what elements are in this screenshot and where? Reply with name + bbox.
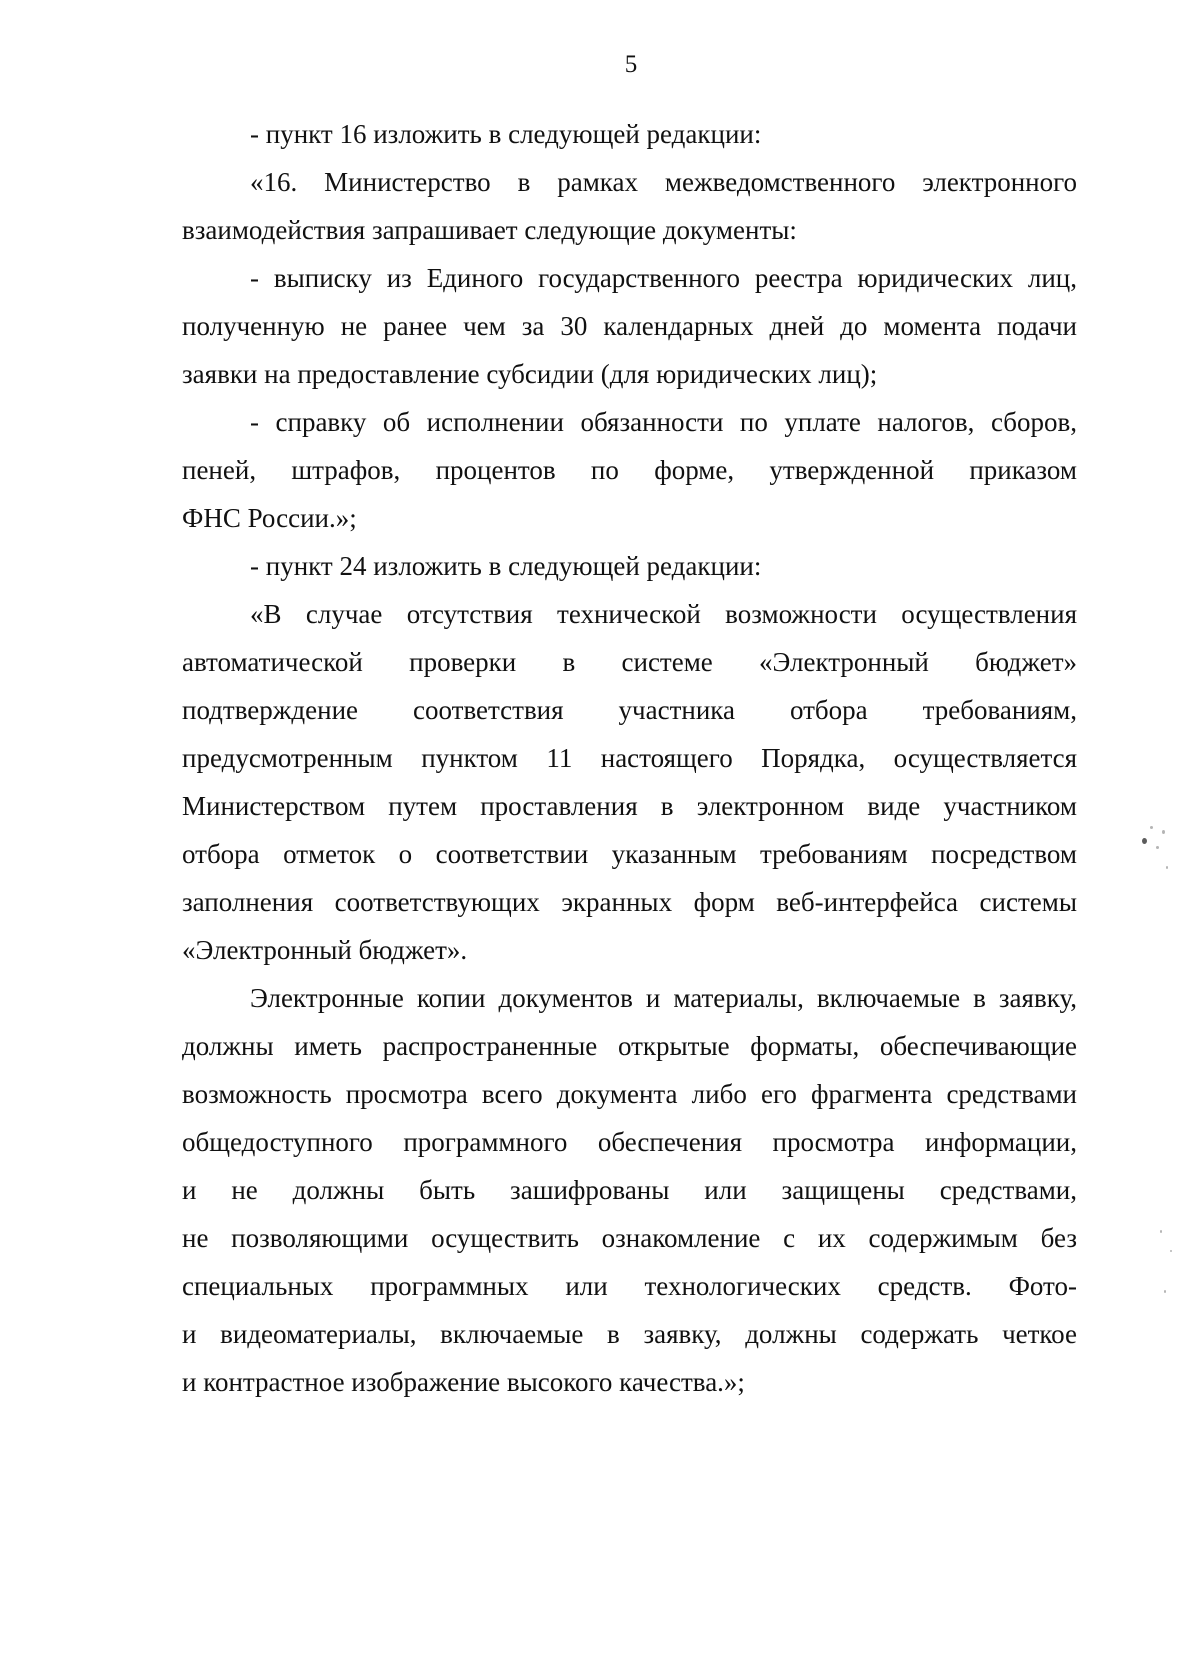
text-line: - пункт 24 изложить в следующей редакции: — [250, 551, 762, 581]
page-number: 5 — [624, 51, 638, 78]
text-line: полученную не ранее чем за 30 календарных дней до момента подачи — [182, 311, 1077, 341]
text-line: и контрастное изображение высокого качества.»; — [182, 1367, 745, 1397]
paragraph-egrul-extract — [182, 254, 1077, 398]
text-line: взаимодействия запрашивает следующие документы: — [182, 215, 797, 245]
text-line: отбора отметок о соответствии указанным требованиям посредством — [182, 839, 1077, 869]
text-line: и видеоматериалы, включаемые в заявку, должны содержать четкое — [182, 1319, 1077, 1349]
text-line: не позволяющими осуществить ознакомление с их содержимым без — [182, 1223, 1077, 1253]
text-line: пеней, штрафов, процентов по форме, утвержденной приказом — [182, 455, 1077, 485]
text-line: заполнения соответствующих экранных форм веб-интерфейса системы — [182, 887, 1077, 917]
text-line: заявки на предоставление субсидии (для юридических лиц); — [182, 359, 878, 389]
scan-artifact — [1170, 1250, 1172, 1252]
paragraph-amend-point-16 — [182, 110, 1077, 158]
text-line: общедоступного программного обеспечения просмотра информации, — [182, 1127, 1077, 1157]
text-line: предусмотренным пунктом 11 настоящего Порядка, осуществляется — [182, 743, 1077, 773]
scan-artifact — [1166, 866, 1168, 869]
paragraph-amend-point-24 — [182, 542, 1077, 590]
scan-artifact — [1142, 838, 1147, 844]
paragraph-point-24-text — [182, 590, 1077, 974]
paragraph-electronic-copies — [182, 974, 1077, 1406]
text-line: Электронные копии документов и материалы, включаемые в заявку, — [250, 983, 1077, 1013]
text-line: - выписку из Единого государственного реестра юридических лиц, — [250, 263, 1077, 293]
text-line: подтверждение соответствия участника отбора требованиям, — [182, 695, 1077, 725]
paragraph-tax-certificate — [182, 398, 1077, 542]
text-line: возможность просмотра всего документа либо его фрагмента средствами — [182, 1079, 1077, 1109]
scan-artifact — [1160, 1230, 1162, 1233]
text-line: Министерством путем проставления в электронном виде участником — [182, 791, 1077, 821]
text-line: «16. Министерство в рамках межведомственного электронного — [250, 167, 1077, 197]
scan-artifact — [1164, 1290, 1166, 1293]
text-line: автоматической проверки в системе «Электронный бюджет» — [182, 647, 1077, 677]
text-line: ФНС России.»; — [182, 503, 357, 533]
scan-artifact — [1150, 826, 1153, 829]
scan-artifact — [1162, 830, 1165, 834]
text-line: и не должны быть зашифрованы или защищены средствами, — [182, 1175, 1077, 1205]
text-line: должны иметь распространенные открытые форматы, обеспечивающие — [182, 1031, 1077, 1061]
text-line: «В случае отсутствия технической возможности осуществления — [250, 599, 1077, 629]
scan-artifact — [1156, 846, 1159, 849]
document-body — [182, 110, 1077, 1406]
paragraph-point-16-text — [182, 158, 1077, 254]
text-line: - справку об исполнении обязанности по уплате налогов, сборов, — [250, 407, 1077, 437]
text-line: специальных программных или технологических средств. Фото- — [182, 1271, 1077, 1301]
text-line: - пункт 16 изложить в следующей редакции: — [250, 119, 762, 149]
text-line: «Электронный бюджет». — [182, 935, 468, 965]
